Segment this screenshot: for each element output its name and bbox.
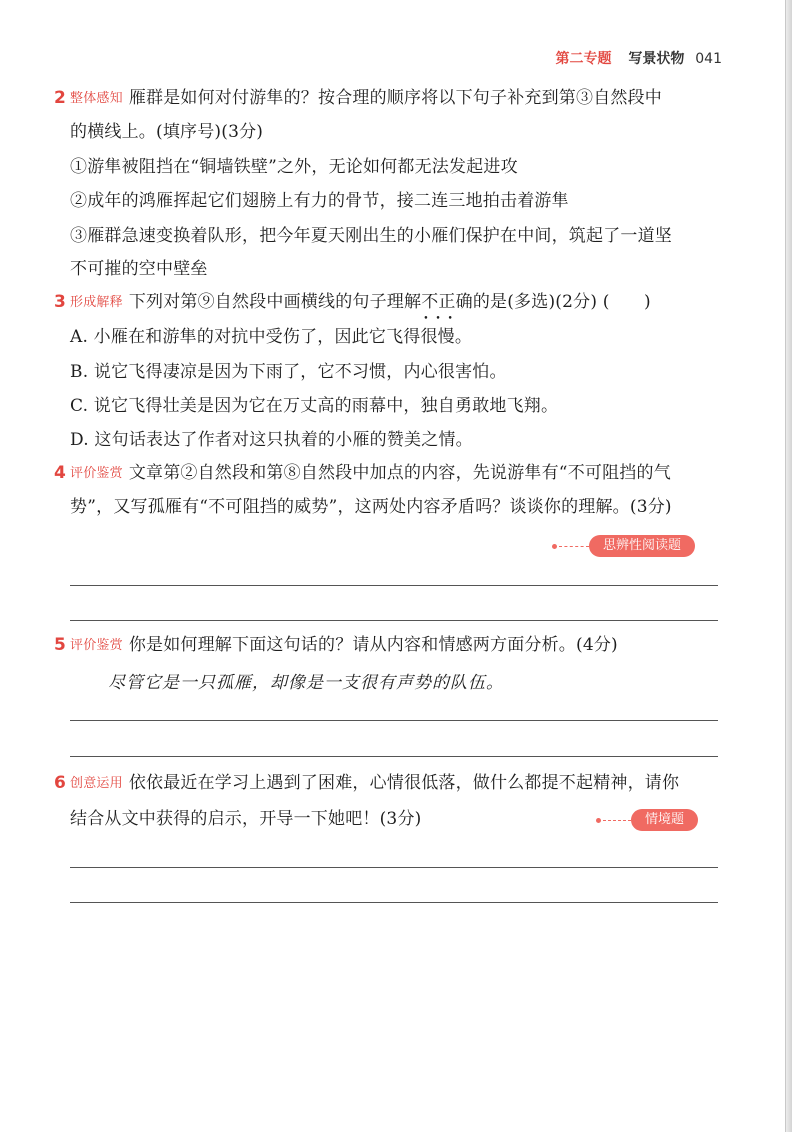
q6-badge: 情境题 (631, 809, 698, 831)
q5-quote: 尽管它是一只孤雁，却像是一支很有声势的队伍。 (108, 673, 504, 693)
q4-stem-text: 文章第②自然段和第⑧自然段中加点的内容，先说游隼有“不可阻挡的气 (128, 463, 671, 483)
q2-stem-text: 雁群是如何对付游隼的？按合理的顺序将以下句子补充到第③自然段中 (128, 88, 663, 108)
q5-stem-text: 你是如何理解下面这句话的？请从内容和情感两方面分析。(4分) (128, 635, 618, 655)
q2-stem-line2: 的横线上。(填序号)(3分) (70, 122, 264, 142)
q6-badge-trail (603, 820, 631, 821)
q2-option-3b: 不可摧的空中壁垒 (70, 259, 208, 279)
theme-label: 写景状物 (628, 51, 685, 67)
q3-stem (54, 291, 651, 314)
q4-number: 4 (54, 463, 67, 483)
page-header (556, 48, 722, 68)
q2-stem-line1 (54, 87, 663, 110)
q2-tag: 整体感知 (70, 91, 123, 106)
q3-number: 3 (54, 292, 67, 312)
q5-stem (54, 634, 618, 657)
q3-option-b: B. 说它飞得凄凉是因为下雨了，它不习惯，内心很害怕。 (70, 362, 507, 382)
q6-answer-line-1[interactable] (70, 867, 718, 868)
q4-answer-line-1[interactable] (70, 585, 718, 586)
q6-stem-text: 依依最近在学习上遇到了困难，心情很低落，做什么都提不起精神，请你 (128, 773, 680, 793)
topic-label: 第二专题 (555, 51, 612, 67)
q2-number: 2 (54, 88, 67, 108)
q5-tag: 评价鉴赏 (70, 638, 123, 653)
q6-stem-line1 (54, 772, 680, 795)
q6-answer-line-2[interactable] (70, 902, 718, 903)
q3-stem-pre: 下列对第⑨自然段中画横线的句子理解 (128, 292, 422, 312)
page-edge (785, 0, 792, 1132)
q2-option-2: ②成年的鸿雁挥起它们翅膀上有力的骨节，接二连三地拍击着游隼 (70, 191, 569, 211)
q4-answer-line-2[interactable] (70, 620, 718, 621)
q3-option-d: D. 这句话表达了作者对这只执着的小雁的赞美之情。 (70, 430, 473, 450)
q4-badge: 思辨性阅读题 (589, 535, 695, 557)
q4-badge-dot (552, 544, 557, 549)
q4-stem-line2: 势”，又写孤雁有“不可阻挡的威势”，这两处内容矛盾吗？谈谈你的理解。(3分) (70, 497, 672, 517)
q4-badge-trail (559, 546, 589, 547)
q6-badge-dot (596, 818, 601, 823)
q4-stem-line1 (54, 462, 671, 485)
q2-option-1: ①游隼被阻挡在“铜墙铁壁”之外，无论如何都无法发起进攻 (70, 157, 518, 177)
q3-option-c: C. 说它飞得壮美是因为它在万丈高的雨幕中，独自勇敢地飞翔。 (70, 396, 559, 416)
q6-number: 6 (54, 773, 67, 793)
q5-number: 5 (54, 635, 67, 655)
q2-option-3a: ③雁群急速变换着队形，把今年夏天刚出生的小雁们保护在中间，筑起了一道坚 (70, 226, 672, 246)
q3-stem-post: 的是(多选)(2分) ( ) (472, 292, 651, 312)
page-number: 041 (695, 51, 722, 67)
q5-answer-line-2[interactable] (70, 756, 718, 757)
q6-stem-line2: 结合从文中获得的启示，开导一下她吧！(3分) (70, 809, 422, 829)
q3-tag: 形成解释 (70, 295, 123, 310)
q5-answer-line-1[interactable] (70, 720, 718, 721)
q6-tag: 创意运用 (70, 776, 123, 791)
q3-emphasis: 不正确 • • • (421, 291, 473, 313)
q4-tag: 评价鉴赏 (70, 466, 123, 481)
q3-option-a: A. 小雁在和游隼的对抗中受伤了，因此它飞得很慢。 (70, 327, 473, 347)
